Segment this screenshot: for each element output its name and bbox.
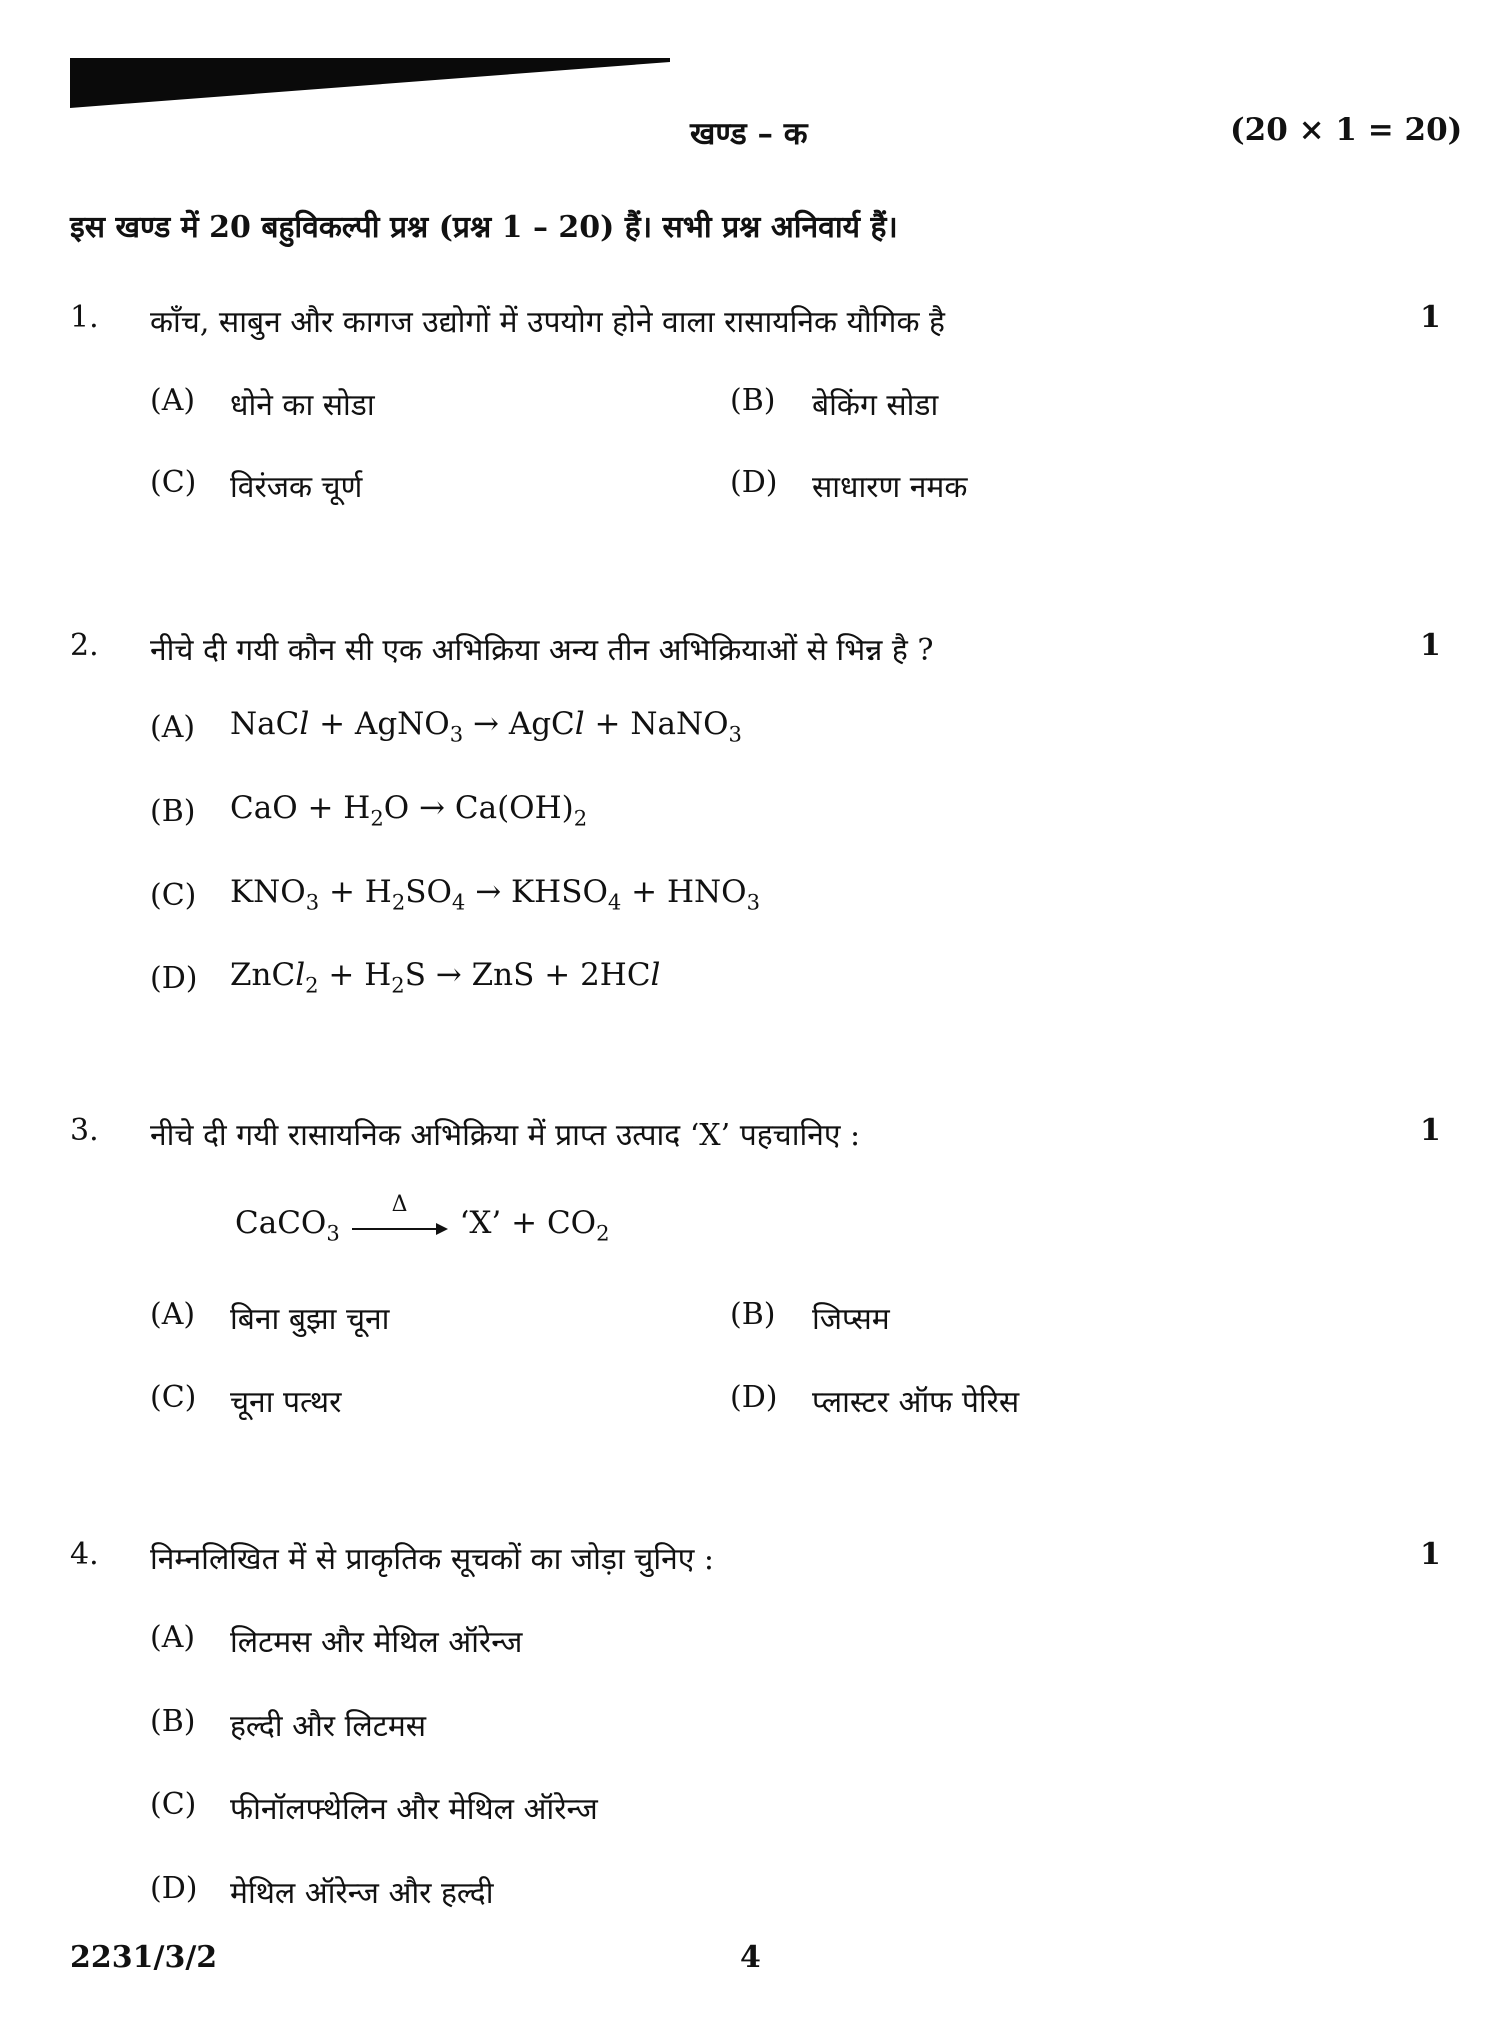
option-text: मेथिल ऑरेन्ज और हल्दी [230, 1876, 494, 1911]
option-label: (A) [150, 383, 196, 418]
question-text: नीचे दी गयी कौन सी एक अभिक्रिया अन्य तीन अभिक्रियाओं से भिन्न है ? [150, 633, 934, 668]
option-label: (B) [150, 1704, 196, 1739]
option-label: (A) [150, 1620, 196, 1655]
option-label: (C) [150, 1787, 197, 1822]
heat-symbol: Δ [391, 1191, 408, 1217]
option-label: (A) [150, 1297, 196, 1332]
option-text: साधारण नमक [812, 470, 968, 505]
question-text: निम्नलिखित में से प्राकृतिक सूचकों का जोड़ा चुनिए : [150, 1542, 714, 1577]
reaction-equation: $KNO_3 + H_2SO_4$ → $KHSO_4 + HNO_3$ [230, 874, 760, 915]
option-text: प्लास्टर ऑफ पेरिस [812, 1385, 1020, 1420]
question-marks: 1 [1420, 628, 1441, 663]
section-title: खण्ड – क [690, 116, 808, 152]
section-instruction: इस खण्ड में 20 बहुविकल्पी प्रश्न (प्रश्न 1 – 20) हैं। सभी प्रश्न अनिवार्य हैं। [70, 210, 898, 245]
option-label: (D) [730, 1380, 778, 1415]
question-number: 1. [70, 300, 99, 335]
option-text: फीनॉलफ्थेलिन और मेथिल ऑरेन्ज [230, 1792, 598, 1827]
option-label: (D) [150, 1871, 198, 1906]
header-black-bar [70, 58, 670, 108]
reaction-equation: CaO + $H_2O \to Ca(OH)_2$ [230, 790, 588, 831]
question-marks: 1 [1420, 1537, 1441, 1572]
option-text: विरंजक चूर्ण [230, 470, 363, 505]
question-number: 4. [70, 1537, 99, 1572]
option-label: (B) [150, 794, 196, 829]
option-label: (A) [150, 710, 196, 745]
option-label: (D) [150, 961, 198, 996]
option-label: (D) [730, 465, 778, 500]
option-text: बिना बुझा चूना [230, 1302, 390, 1337]
option-label: (B) [730, 383, 776, 418]
section-marks: (20 × 1 = 20) [1230, 112, 1463, 148]
paper-code: 2231/3/2 [70, 1940, 218, 1975]
option-text: लिटमस और मेथिल ऑरेन्ज [230, 1625, 523, 1660]
option-text: हल्दी और लिटमस [230, 1709, 427, 1744]
decomposition-equation: CaCO$_3$ Δ ‘X’ + $CO_2$ [235, 1191, 610, 1246]
option-label: (C) [150, 878, 197, 913]
option-label: (B) [730, 1297, 776, 1332]
heat-arrow [350, 1191, 450, 1240]
reaction-equation: ZnCl$_2$ + $H_2S$ → ZnS + 2HCl [230, 957, 661, 998]
option-text: धोने का सोडा [230, 388, 375, 423]
question-number: 2. [70, 628, 99, 663]
question-text: नीचे दी गयी रासायनिक अभिक्रिया में प्राप्त उत्पाद ‘X’ पहचानिए : [150, 1118, 861, 1153]
question-marks: 1 [1420, 1113, 1441, 1148]
question-number: 3. [70, 1113, 99, 1148]
option-text: जिप्सम [812, 1302, 890, 1337]
option-label: (C) [150, 465, 197, 500]
question-text: काँच, साबुन और कागज उद्योगों में उपयोग होने वाला रासायनिक यौगिक है [150, 305, 945, 340]
page-number: 4 [740, 1940, 761, 1975]
question-marks: 1 [1420, 300, 1441, 335]
reaction-equation: NaCl + AgNO$_3$ → AgCl + NaNO$_3$ [230, 706, 742, 747]
option-text: चूना पत्थर [230, 1385, 342, 1420]
option-label: (C) [150, 1380, 197, 1415]
option-text: बेकिंग सोडा [812, 388, 939, 423]
